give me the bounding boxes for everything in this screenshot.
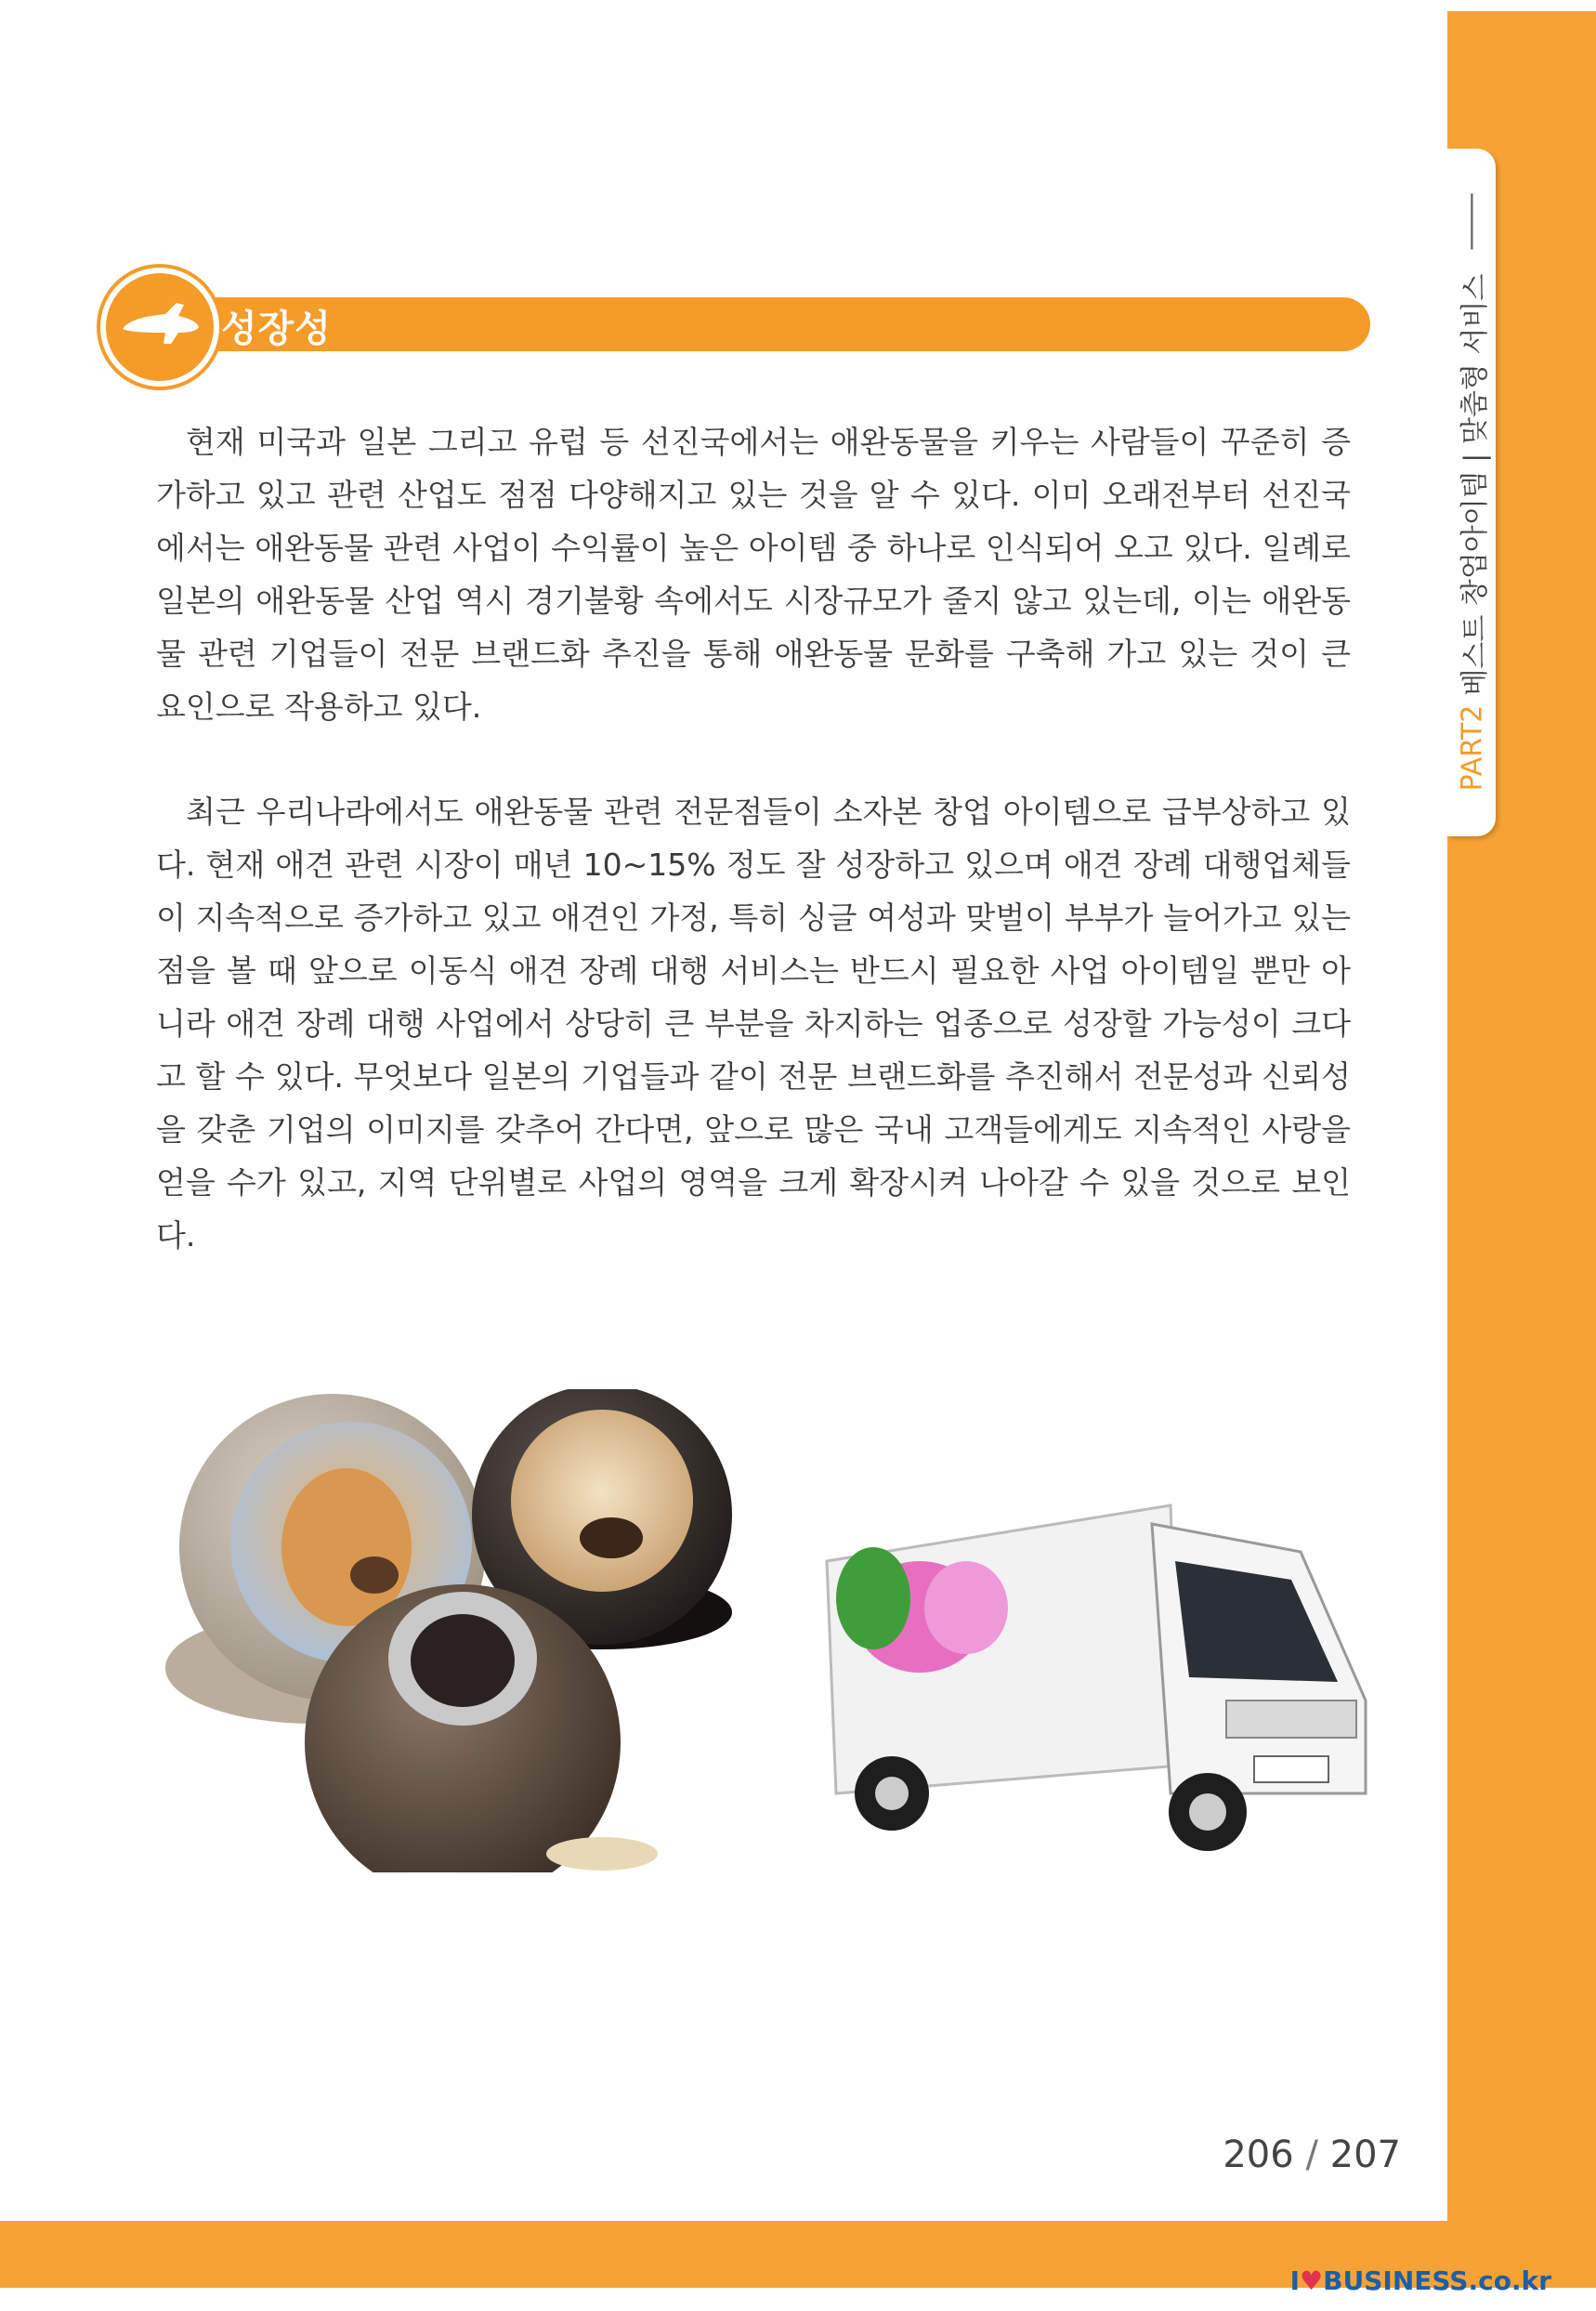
page-number-left: 206: [1223, 2134, 1294, 2176]
heading-bar: [149, 297, 1370, 351]
heart-icon: ♥: [1300, 2265, 1324, 2296]
brand-prefix: I: [1289, 2265, 1301, 2296]
page-number-separator: /: [1305, 2134, 1318, 2176]
brand-logo: [1290, 2265, 1551, 2296]
side-part-label: PART2: [1455, 704, 1488, 792]
section-title: 성장성: [221, 308, 332, 350]
side-dash: [1471, 194, 1472, 250]
pet-urns-photo: [165, 1389, 797, 1872]
side-section-label: 베스트 창업아이템 | 맞춤형 서비스: [1459, 273, 1492, 696]
paragraph-2: [156, 785, 1351, 1262]
page-number: [1223, 2134, 1401, 2176]
funeral-van-photo: [818, 1487, 1375, 1858]
airplane-icon: [100, 268, 219, 387]
paragraph-1-text: 현재 미국과 일본 그리고 유럽 등 선진국에서는 애완동물을 키우는 사람들이 꾸준히 증가하고 있고 관련 산업도 점점 다양해지고 있는 것을 알 수 있다. 이미 오래전부터 선진국에서는 애완동물 관련 사업이 수익률이 높은 아이템 중 하나로 인식되어 오고 있다. 일례로 일본의 애완동물 산업 역시 경기불황 속에서도 시장규모가 줄지 않고 있는데, 이는 애완동물 관련 기업들이 전문 브랜드화 추진을 통해 애완동물 문화를 구축해 가고 있는 것이 큰 요인으로 작용하고 있다.: [156, 424, 1351, 725]
brand-name: BUSINESS.co.kr: [1323, 2265, 1551, 2296]
side-label: [1455, 186, 1492, 799]
paragraph-2-text: 최근 우리나라에서도 애완동물 관련 전문점들이 소자본 창업 아이템으로 급부상하고 있다. 현재 애견 관련 시장이 매년 10~15% 정도 잘 성장하고 있으며 애견 장례 대행업체들이 지속적으로 증가하고 있고 애견인 가정, 특히 싱글 여성과 맞벌이 부부가 늘어가고 있는 점을 볼 때 앞으로 이동식 애견 장례 대행 서비스는 반드시 필요한 사업 아이템일 뿐만 아니라 애견 장례 대행 사업에서 상당히 큰 부분을 차지하는 업종으로 성장할 가능성이 크다고 할 수 있다. 무엇보다 일본의 기업들과 같이 전문 브랜드화를 추진해서 전문성과 신뢰성을 갖춘 기업의 이미지를 갖추어 간다면, 앞으로 많은 국내 고객들에게도 지속적인 사랑을 얻을 수가 있고, 지역 단위별로 사업의 영역을 크게 확장시켜 나아갈 수 있을 것으로 보인다.: [156, 794, 1351, 1254]
paragraph-1: [156, 415, 1351, 733]
page-number-right: 207: [1329, 2134, 1401, 2176]
